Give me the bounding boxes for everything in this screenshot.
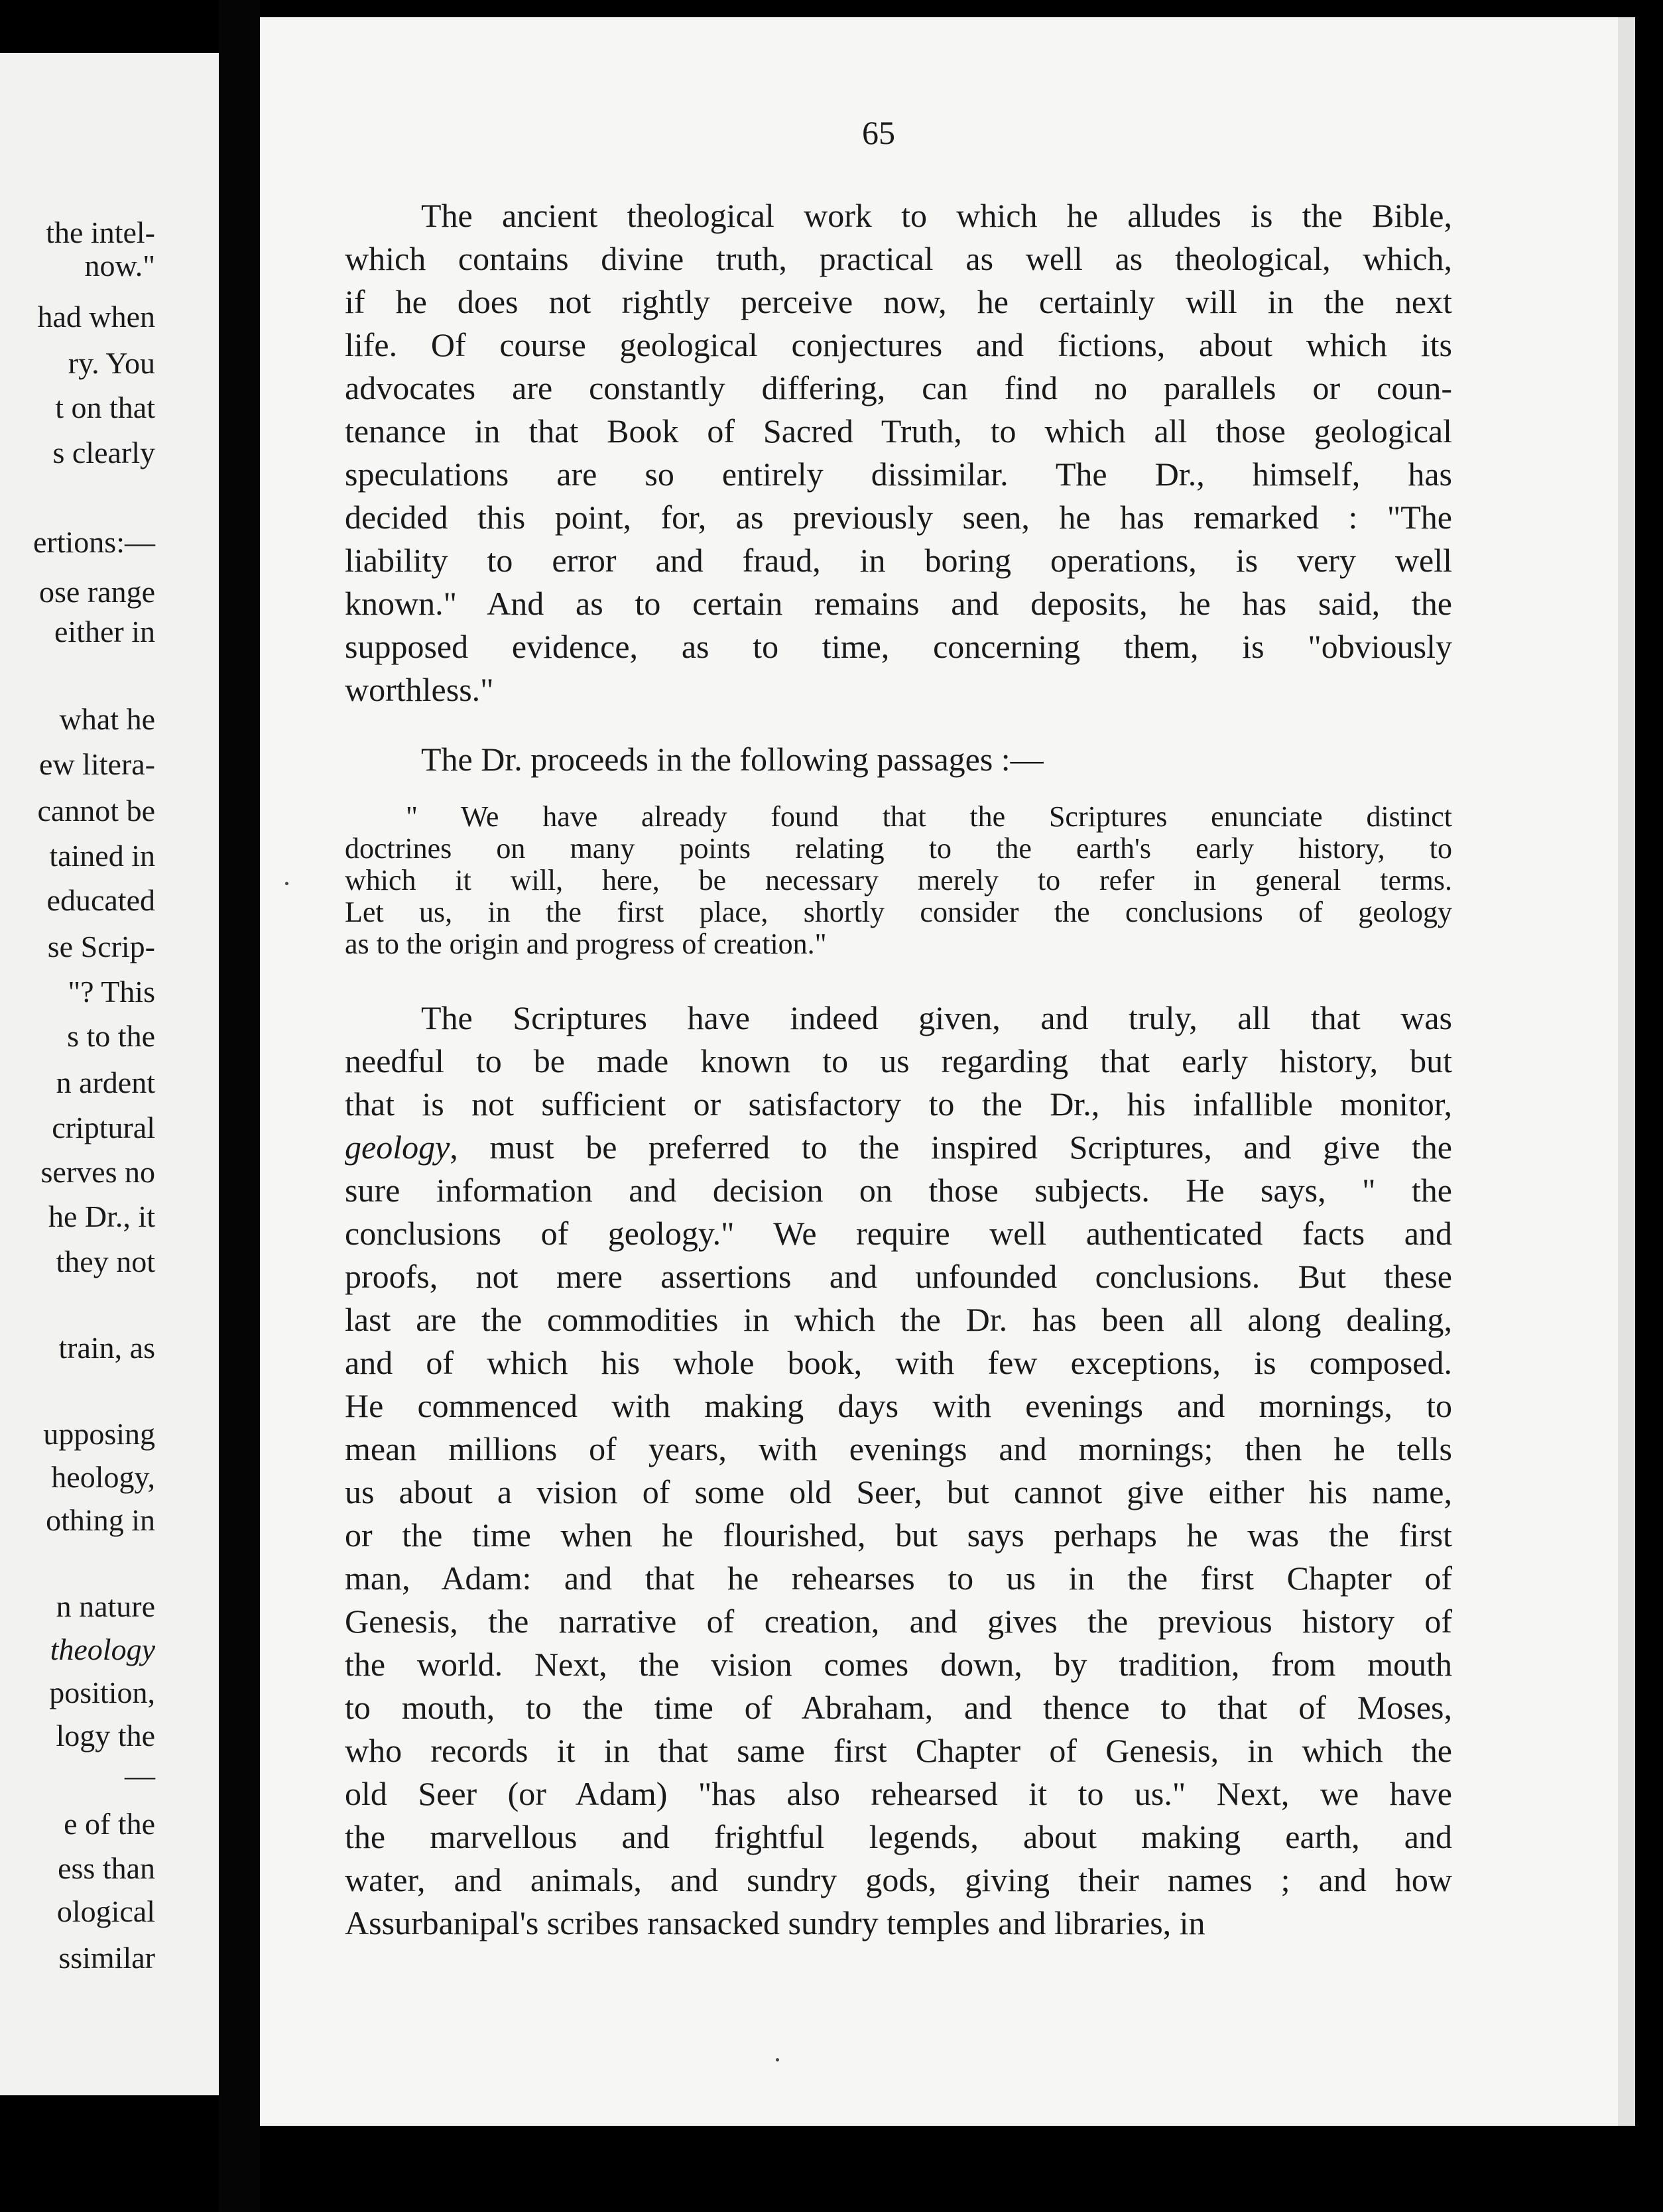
text-line: proofs, not mere assertions and unfounded conclusions. But these — [345, 1258, 1452, 1295]
left-page-line: n nature — [56, 1589, 155, 1623]
text-line: mean millions of years, with evenings and mornings; then he tells — [345, 1430, 1452, 1467]
left-page-line: cannot be — [37, 794, 155, 828]
text-line: conclusions of geology." We require well authenticated facts and — [345, 1215, 1452, 1252]
text-line: to mouth, to the time of Abraham, and thence to that of Moses, — [345, 1689, 1452, 1726]
left-page-line: what he — [59, 702, 155, 736]
left-page-line: s to the — [67, 1019, 155, 1053]
left-page-line: e of the — [64, 1807, 155, 1841]
text-line: and of which his whole book, with few exceptions, is composed. — [345, 1344, 1452, 1381]
text-line: The ancient theological work to which he alludes is the Bible, — [421, 197, 1452, 234]
text-line: man, Adam: and that he rehearses to us in the first Chapter of — [345, 1560, 1452, 1597]
text-line: life. Of course geological conjectures and fictions, about which its — [345, 326, 1452, 363]
text-line: who records it in that same first Chapter of Genesis, in which the — [345, 1732, 1452, 1769]
text-line: as to the origin and progress of creation." — [345, 928, 827, 960]
text-line: " We have already found that the Scriptures enunciate distinct — [406, 800, 1452, 833]
text-line: which contains divine truth, practical as well as theological, which, — [345, 240, 1452, 277]
left-page-line: either in — [54, 615, 155, 648]
text-line: which it will, here, be necessary merely to refer in general terms. — [345, 864, 1452, 896]
text-line: that is not sufficient or satisfactory to the Dr., his infallible monitor, — [345, 1085, 1452, 1123]
left-page-line: — — [125, 1758, 155, 1792]
text-line: if he does not rightly perceive now, he certainly will in the next — [345, 283, 1452, 320]
text-line: old Seer (or Adam) "has also rehearsed it to us." Next, we have — [345, 1775, 1452, 1812]
left-page-line: ess than — [58, 1851, 155, 1885]
left-page-line: tained in — [49, 839, 155, 873]
left-page-fragment — [0, 53, 219, 2095]
page-edge — [1618, 17, 1635, 2126]
left-page-line: now." — [84, 249, 155, 282]
text-line: the marvellous and frightful legends, about making earth, and — [345, 1818, 1452, 1855]
text-line: doctrines on many points relating to the earth's early history, to — [345, 832, 1452, 865]
left-page-line: ological — [56, 1894, 155, 1928]
book-gutter — [219, 0, 260, 2212]
text-line: sure information and decision on those subjects. He says, " the — [345, 1172, 1452, 1209]
text-line: or the time when he flourished, but says perhaps he was the first — [345, 1516, 1452, 1554]
text-line: liability to error and fraud, in boring operations, is very well — [345, 542, 1452, 579]
left-page-line: ssimilar — [58, 1941, 155, 1975]
text-line: water, and animals, and sundry gods, giving their names ; and how — [345, 1861, 1452, 1898]
left-page-line: othing in — [46, 1503, 155, 1537]
left-page-line: ry. You — [68, 346, 155, 380]
left-page-line: se Scrip- — [47, 930, 155, 963]
text-line: Genesis, the narrative of creation, and gives the previous history of — [345, 1603, 1452, 1640]
text-line: The Scriptures have indeed given, and truly, all that was — [421, 999, 1452, 1036]
text-line: Assurbanipal's scribes ransacked sundry temples and libraries, in — [345, 1904, 1205, 1941]
left-page-line: serves no — [40, 1155, 155, 1189]
text-line: supposed evidence, as to time, concerning them, is "obviously — [345, 628, 1452, 665]
text-line: decided this point, for, as previously seen, he has remarked : "The — [345, 499, 1452, 536]
text-line: Let us, in the first place, shortly consider the conclusions of geology — [345, 896, 1452, 928]
text-line: The Dr. proceeds in the following passages :— — [421, 741, 1044, 778]
text-line: known." And as to certain remains and deposits, he has said, the — [345, 585, 1452, 622]
text-line: speculations are so entirely dissimilar. The Dr., himself, has — [345, 456, 1452, 493]
text-line: the world. Next, the vision comes down, by tradition, from mouth — [345, 1646, 1452, 1683]
left-page-line: upposing — [43, 1417, 155, 1451]
left-page-line: logy the — [56, 1719, 155, 1752]
left-page-line: "? This — [68, 975, 155, 1009]
left-page-line: the intel- — [46, 215, 155, 249]
ink-speck — [776, 2058, 779, 2061]
left-page-line: n ardent — [56, 1066, 155, 1099]
left-page-line: criptural — [52, 1111, 155, 1144]
left-page-line: position, — [49, 1676, 155, 1709]
page-number: 65 — [862, 114, 895, 151]
left-page-line: he Dr., it — [48, 1199, 155, 1233]
left-page-line: ose range — [39, 575, 155, 609]
left-page-line: ew litera- — [39, 747, 155, 781]
text-line: tenance in that Book of Sacred Truth, to which all those geological — [345, 412, 1452, 450]
left-page-line: theology — [50, 1632, 155, 1666]
text-line: us about a vision of some old Seer, but cannot give either his name, — [345, 1473, 1452, 1510]
text-line: last are the commodities in which the Dr. has been all along dealing, — [345, 1301, 1452, 1338]
text-line: He commenced with making days with evenings and mornings, to — [345, 1387, 1452, 1424]
left-page-line: educated — [46, 883, 155, 917]
text-line: geology, must be preferred to the inspired Scriptures, and give the — [345, 1129, 1452, 1166]
left-page-line: train, as — [58, 1331, 155, 1365]
left-page-line: heology, — [51, 1460, 155, 1494]
left-page-line: ertions:— — [33, 525, 155, 559]
left-page-line: t on that — [55, 391, 155, 424]
text-line: worthless." — [345, 671, 494, 708]
text-line: advocates are constantly differing, can find no parallels or coun- — [345, 369, 1452, 406]
ink-speck — [285, 882, 288, 885]
left-page-line: they not — [56, 1245, 155, 1278]
left-page-line: had when — [37, 300, 155, 334]
left-page-line: s clearly — [52, 436, 155, 469]
text-line: needful to be made known to us regarding that early history, but — [345, 1042, 1452, 1079]
